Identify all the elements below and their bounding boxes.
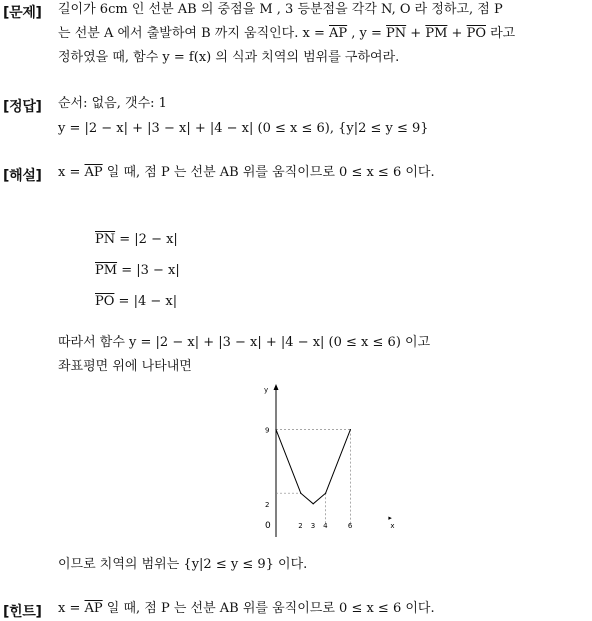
x-axis-arrow: ▸ bbox=[388, 514, 392, 522]
data-point bbox=[325, 493, 326, 494]
x-tick-label: 2 bbox=[298, 522, 303, 530]
problem-line-1: 길이가 6cm 인 선분 AB 의 중점을 M , 3 등분점을 각각 N, O 라 정하고, 점 P bbox=[58, 2, 503, 17]
problem-label: [문제] bbox=[3, 5, 42, 21]
equation-pm: $\overline{PM} = |3 - x|$ bbox=[95, 263, 180, 278]
hint-text: $x = \overline{AP}$ 일 때, 점 P 는 선분 AB 위를 움직이므로 0 ≤ x ≤ 6 이다. bbox=[58, 601, 435, 616]
y-axis-arrow bbox=[274, 384, 279, 390]
y-tick-label: 9 bbox=[265, 426, 270, 435]
solution-line-after-2: 좌표평면 위에 나타내면 bbox=[58, 359, 192, 374]
x-tick-label: 3 bbox=[310, 522, 316, 530]
x-axis-label: x bbox=[390, 522, 395, 530]
answer-line-1: 순서: 없음, 갯수: 1 bbox=[58, 96, 167, 111]
data-point bbox=[275, 429, 276, 430]
equation-pn: $\overline{PN} = |2 - x|$ bbox=[95, 232, 178, 247]
function-line bbox=[276, 430, 350, 504]
answer-line-2: y = |2 − x| + |3 − x| + |4 − x| (0 ≤ x ≤ 6), {y|2 ≤ y ≤ 9} bbox=[58, 121, 429, 136]
solution-intro: $x = \overline{AP}$ 일 때, 점 P 는 선분 AB 위를 움직이므로 0 ≤ x ≤ 6 이다. bbox=[58, 165, 435, 180]
y-axis-label: y bbox=[264, 386, 269, 394]
problem-line-3: 정하였을 때, 함수 y = f(x) 의 식과 치역의 범위를 구하여라. bbox=[58, 50, 400, 65]
solution-label: [해설] bbox=[3, 168, 42, 184]
answer-label: [정답] bbox=[3, 99, 42, 115]
problem-line-2: 는 선분 A 에서 출발하여 B 까지 움직인다. $x = \overline{AP}$ , $y = \overline{PN} + \overline{PM} + \overline{PO}$ 라고 bbox=[58, 26, 516, 41]
equation-po: $\overline{PO} = |4 - x|$ bbox=[95, 294, 178, 309]
solution-conclusion: 이므로 치역의 범위는 {y|2 ≤ y ≤ 9} 이다. bbox=[58, 557, 308, 572]
hint-label: [힌트] bbox=[3, 604, 42, 620]
x-tick-label: 6 bbox=[347, 522, 353, 530]
data-point bbox=[350, 429, 351, 430]
function-graph bbox=[255, 380, 405, 540]
y-tick-label: 2 bbox=[265, 500, 270, 509]
data-point bbox=[313, 503, 314, 504]
solution-line-after-1: 따라서 함수 y = |2 − x| + |3 − x| + |4 − x| (0 ≤ x ≤ 6) 이고 bbox=[58, 335, 431, 350]
origin-label: 0 bbox=[265, 521, 271, 531]
x-tick-label: 4 bbox=[323, 522, 328, 530]
data-point bbox=[300, 493, 301, 494]
